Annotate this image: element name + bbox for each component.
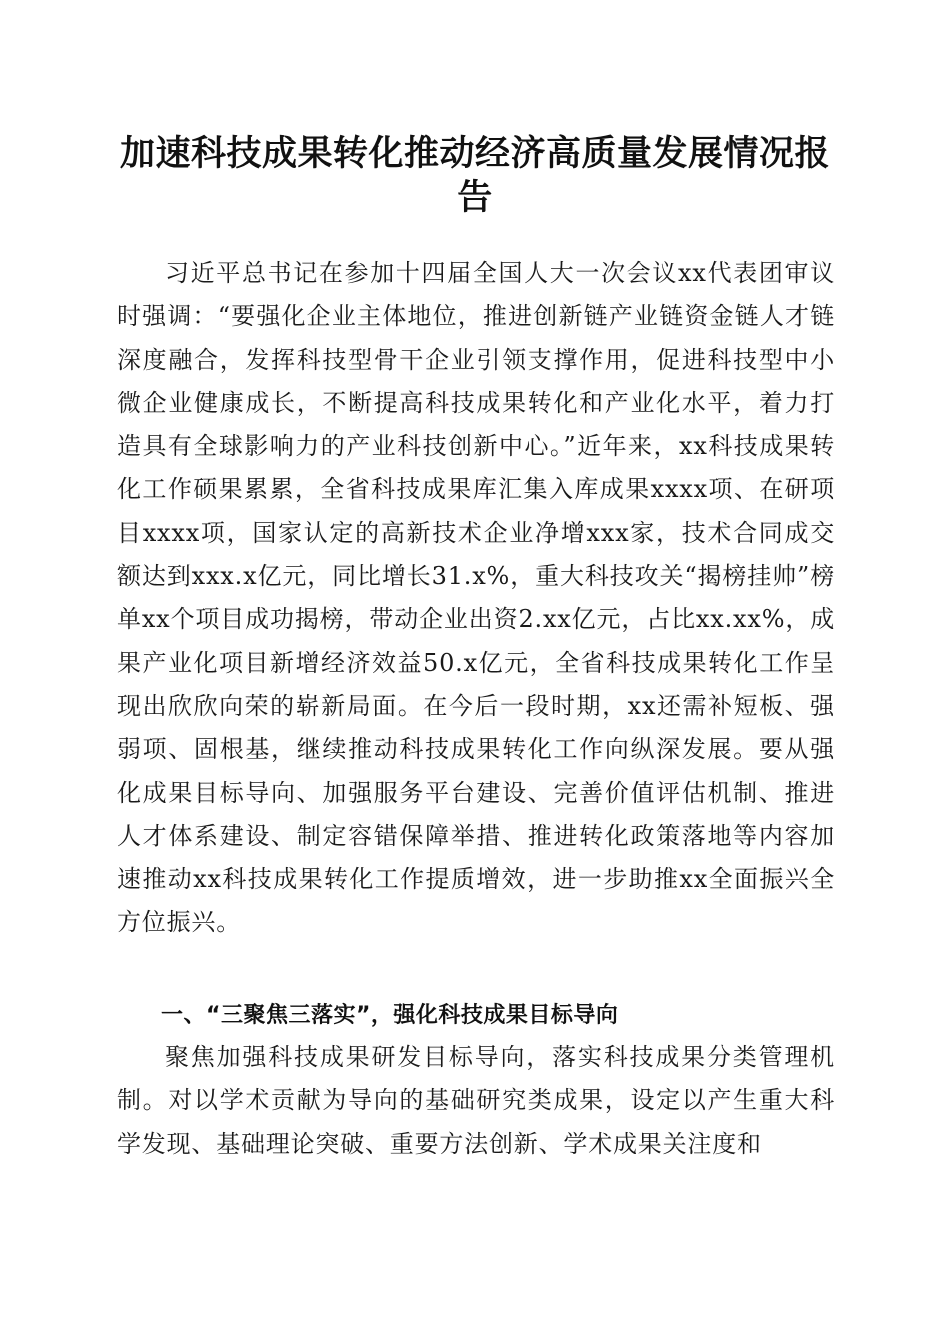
body-paragraph: 习近平总书记在参加十四届全国人大一次会议xx代表团审议时强调：“要强化企业主体地位，推进创新链产业链资金链人才链深度融合，发挥科技型骨干企业引领支撑作用，促进科技型中小微企业健康成长，不断提高科技成果转化和产业化水平，着力打造具有全球影响力的产业科技创新中心。”近年来，xx科技成果转化工作硕果累累，全省科技成果库汇集入库成果xxxx项、在研项目xxxx项，国家认定的高新技术企业净增xxx家，技术合同成交额达到xxx.x亿元，同比增长31.x%，重大科技攻关“揭榜挂帅”榜单xx个项目成功揭榜，带动企业出资2.xx亿元，占比xx.xx%，成果产业化项目新增经济效益50.x亿元，全省科技成果转化工作呈现出欣欣向荣的崭新局面。在今后一段时期，xx还需补短板、强弱项、固根基，继续推动科技成果转化工作向纵深发展。要从强化成果目标导向、加强服务平台建设、完善价值评估机制、推进人才体系建设、制定容错保障举措、推进转化政策落地等内容加速推动xx科技成果转化工作提质增效，进一步助推xx全面振兴全方位振兴。 [117,259,835,937]
section-heading: 一、“三聚焦三落实”，强化科技成果目标导向 [161,1003,619,1028]
body-paragraph: 聚焦加强科技成果研发目标导向，落实科技成果分类管理机制。对以学术贡献为导向的基础研究类成果，设定以产生重大科学发现、基础理论突破、重要方法创新、学术成果关注度和 [117,1043,835,1158]
document-title: 加速科技成果转化推动经济高质量发展情况报告 [119,133,830,218]
